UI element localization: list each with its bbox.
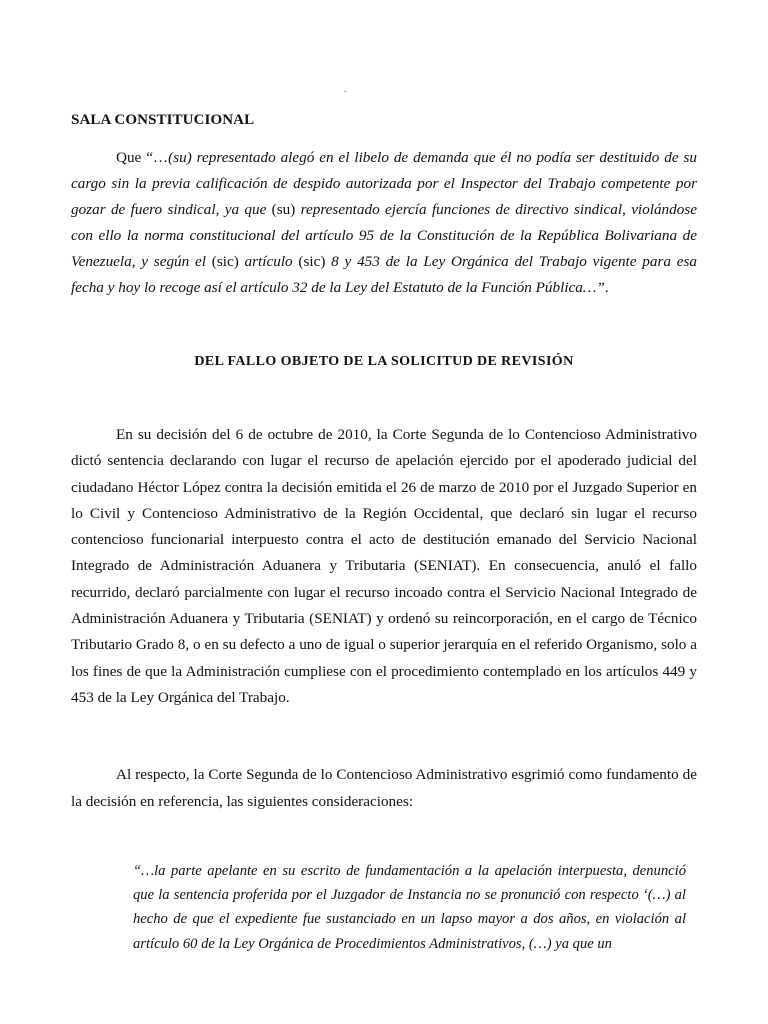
paragraph-end: . xyxy=(604,279,609,297)
paragraph-lead: Que “… xyxy=(116,149,169,166)
quote-text: representado ejercía funciones de directivo sindical, violándose con ello la norma constitucional del artículo 95 de la Constitución de la República Bolivariana de Venezuela, y según el xyxy=(71,201,697,271)
quote-insert: (su) xyxy=(271,201,296,219)
block-quote: “…la parte apelante en su escrito de fundamentación a la apelación interpuesta, denunció que la sentencia proferida por el Juzgador de Instancia no se pronunció con respecto ‘(…) al hecho de que el expediente fue sustanciado en un lapso mayor a dos años, en violación al artículo 60 de la Ley Orgánica de Procedimientos Administrativos, (…) ya que un xyxy=(133,863,686,952)
quote-insert: (sic) xyxy=(298,253,326,271)
quoted-paragraph xyxy=(71,145,697,302)
body-paragraph: En su decisión del 6 de octubre de 2010, la Corte Segunda de lo Contencioso Administrativo dictó sentencia declarando con lugar el recurso de apelación ejercido por el apoderado judicial del ciudadano Héctor López contra la decisión emitida el 26 de marzo de 2010 por el Juzgado Superior en lo Civil y Contencioso Administrativo de la Región Occidental, que declaró sin lugar el recurso contencioso funcionarial interpuesto contra el acto de destitución emanado del Servicio Nacional Integrado de Administración Aduanera y Tributaria (SENIAT). En consecuencia, anuló el fallo recurrido, declaró parcialmente con lugar el recurso incoado contra el Servicio Nacional Integrado de Administración Aduanera y Tributaria (SENIAT) y ordenó su reincorporación, en el cargo de Técnico Tributario Grado 8, o en su defecto a uno de igual o superior jerarquía en el referido Organismo, solo a los fines de que la Administración cumpliese con el procedimiento contemplado en los artículos 449 y 453 de la Ley Orgánica del Trabajo. xyxy=(71,426,697,706)
body-paragraph: Al respecto, la Corte Segunda de lo Contencioso Administrativo esgrimió como fundamento de la decisión en referencia, las siguientes consideraciones: xyxy=(71,766,697,810)
quote-text: 8 y 453 de la Ley Orgánica del Trabajo vigente para esa fecha y hoy lo recoge así el artículo 32 de la Ley del Estatuto de la Función Pública…” xyxy=(71,253,697,297)
page-mark: . xyxy=(344,84,347,95)
quote-text: (su) representado alegó en el libelo de demanda que él no podía ser destituido de su cargo sin la previa calificación de despido autorizada por el Inspector del Trabajo competente por gozar de fuero sindical, ya que xyxy=(71,149,697,219)
section-heading: SALA CONSTITUCIONAL xyxy=(71,112,255,128)
quote-text: artículo xyxy=(238,253,299,271)
quote-insert: (sic) xyxy=(211,253,239,271)
section-subtitle: DEL FALLO OBJETO DE LA SOLICITUD DE REVISIÓN xyxy=(194,354,574,369)
